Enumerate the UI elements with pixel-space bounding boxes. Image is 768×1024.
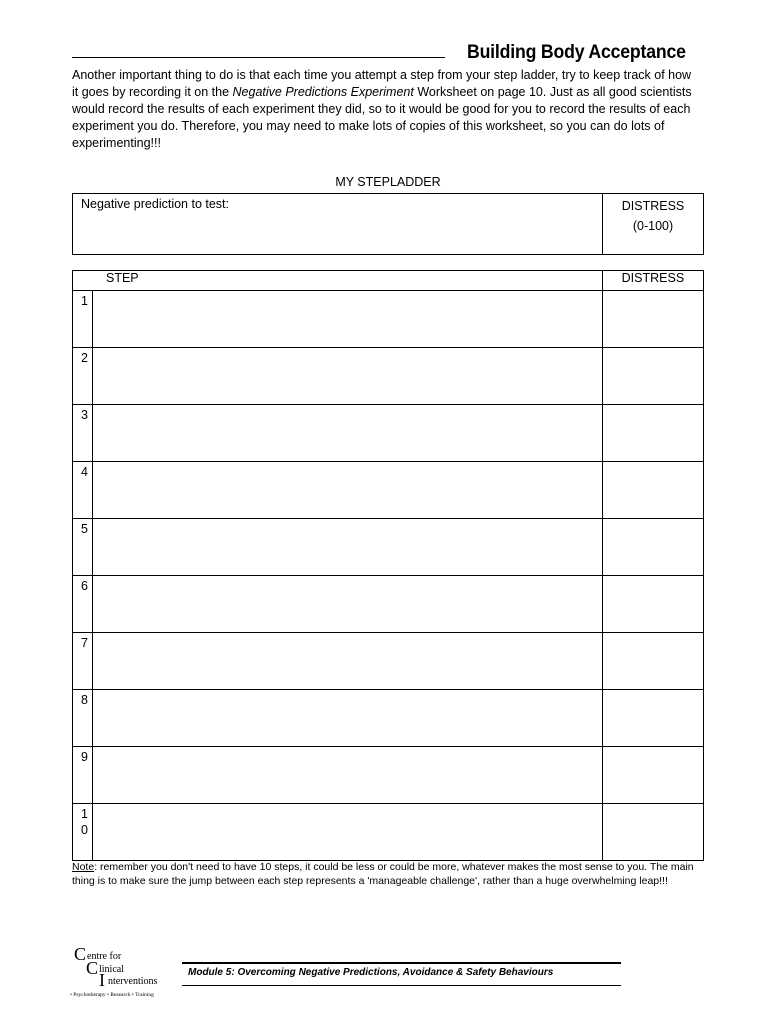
step-row [73,405,704,462]
step-distress-cell[interactable] [602,804,703,861]
step-number: 4 [73,462,93,519]
step-row [73,576,704,633]
step-description-cell[interactable] [93,519,603,576]
footer-rule-top [182,962,621,964]
step-description-cell[interactable] [93,804,603,861]
step-row [73,690,704,747]
step-number: 9 [73,747,93,804]
intro-paragraph [72,67,698,152]
intro-emphasis: Negative Predictions Experiment [232,85,414,99]
step-description-cell[interactable] [93,747,603,804]
step-row [73,462,704,519]
header-rule [72,57,445,58]
step-row [73,291,704,348]
step-distress-cell[interactable] [602,462,703,519]
prediction-distress-label: DISTRESS [621,199,685,213]
step-row [73,747,704,804]
step-number: 1 0 [73,804,93,861]
note-text: : remember you don't need to have 10 steps, it could be less or could be more, whatever makes the most sense to you. The main thing is to make sure the jump between each step represents a 'manageable challenge', rather than a huge overwhelming leap!!! [72,861,694,887]
step-column-header: STEP [73,271,603,291]
step-distress-cell[interactable] [602,519,703,576]
page-title: Building Body Acceptance [467,42,686,63]
prediction-distress-cell[interactable] [603,196,703,236]
logo-line-1: entre for [87,951,122,962]
step-number: 7 [73,633,93,690]
step-number: 8 [73,690,93,747]
step-number: 5 [73,519,93,576]
negative-prediction-box[interactable] [72,193,704,255]
step-number: 2 [73,348,93,405]
step-distress-cell[interactable] [602,747,703,804]
step-distress-cell[interactable] [602,576,703,633]
steps-table-header [73,271,704,291]
logo-line-3: nterventions [108,976,158,987]
step-row [73,804,704,861]
step-distress-cell[interactable] [602,348,703,405]
logo-line-2: linical [99,964,124,975]
distress-column-header: DISTRESS [602,271,703,291]
step-description-cell[interactable] [93,576,603,633]
prediction-distress-range: (0-100) [632,219,674,233]
logo-letter-c1: C [74,944,87,964]
logo-letter-i: I [99,970,105,990]
steps-table [72,270,704,861]
step-distress-cell[interactable] [602,633,703,690]
intro-text-1: Another important thing to do is that each time you attempt a step from your step ladder, try to keep track of how it goes by recording it on the [72,68,692,99]
footer-module-title: Module 5: Overcoming Negative Predictions, Avoidance & Safety Behaviours [188,967,554,978]
footer-rule-bottom [182,985,621,986]
step-description-cell[interactable] [93,291,603,348]
step-description-cell[interactable] [93,348,603,405]
note-paragraph [72,861,704,888]
step-row [73,519,704,576]
step-distress-cell[interactable] [602,690,703,747]
negative-prediction-label: Negative prediction to test: [81,197,229,211]
step-distress-cell[interactable] [602,291,703,348]
step-number: 1 [73,291,93,348]
stepladder-title: MY STEPLADDER [335,175,441,189]
step-description-cell[interactable] [93,690,603,747]
step-row [73,633,704,690]
step-number: 6 [73,576,93,633]
step-row [73,348,704,405]
logo-letter-c2: C [86,958,99,978]
step-number: 3 [73,405,93,462]
note-label: Note [72,861,95,873]
intro-text-2: Worksheet on page 10. Just as all good scientists would record the results of each experiment they did, so to it would be good for you to record the results of each experiment you do. Therefore, you may need to make lots of copies of this worksheet, so you can do lots of experimenting!!! [72,85,692,150]
step-distress-cell[interactable] [602,405,703,462]
step-description-cell[interactable] [93,633,603,690]
step-description-cell[interactable] [93,462,603,519]
step-description-cell[interactable] [93,405,603,462]
cci-logo [70,946,180,1002]
logo-tagline: • Psychotherapy • Research • Training [70,992,154,998]
